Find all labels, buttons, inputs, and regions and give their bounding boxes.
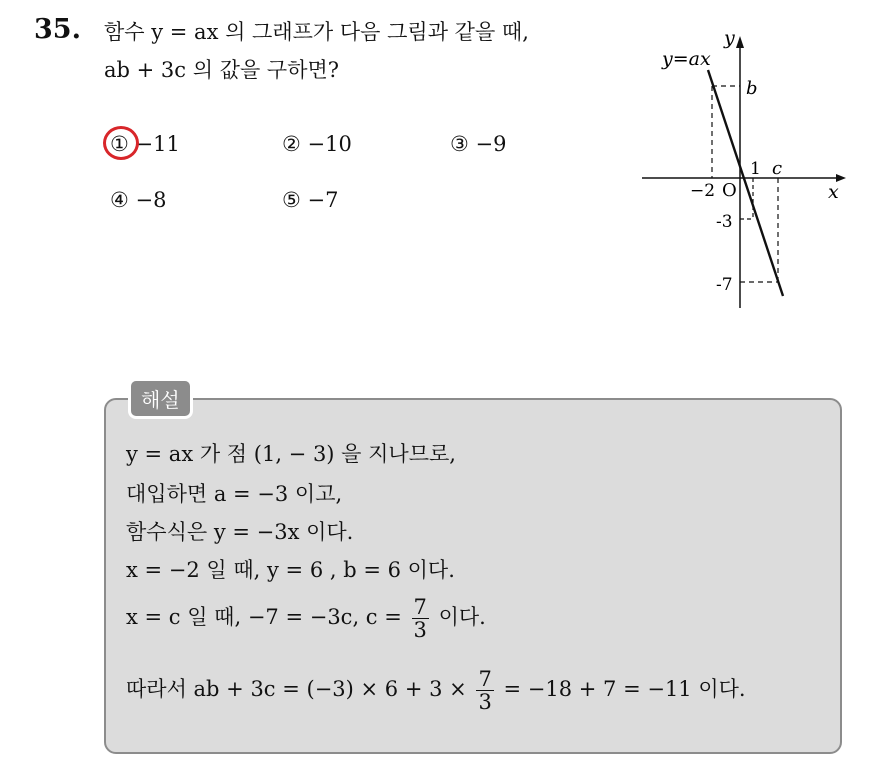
- question-number: 35.: [34, 14, 81, 45]
- choice-1-value: −11: [135, 132, 180, 156]
- fraction-denominator: 3: [478, 690, 492, 715]
- solution-line-6-end: = −18 + 7 = −11 이다.: [503, 677, 746, 702]
- y-axis-label: y: [724, 27, 735, 49]
- fraction-numerator: 7: [478, 667, 492, 691]
- solution-line-5-end: 이다.: [438, 605, 486, 630]
- choice-3-mark: ③: [450, 132, 469, 156]
- fraction-7-3: [412, 596, 429, 641]
- fraction-denominator: 3: [413, 618, 427, 643]
- fraction-numerator: 7: [413, 595, 427, 619]
- choice-4-value: −8: [135, 188, 167, 212]
- fraction-7-3: [476, 668, 493, 713]
- choice-2[interactable]: [282, 132, 352, 156]
- function-graph: [632, 20, 862, 310]
- choice-2-mark: ②: [282, 132, 301, 156]
- solution-line-4: x = −2 일 때, y = 6 , b = 6 이다.: [126, 558, 455, 582]
- solution-line-2: 대입하면 a = −3 이고,: [126, 482, 343, 506]
- question-text-line1: 함수 y = ax 의 그래프가 다음 그림과 같을 때,: [104, 20, 529, 44]
- choice-5-value: −7: [307, 188, 339, 212]
- solution-line-1: y = ax 가 점 (1, − 3) 을 지나므로,: [126, 442, 456, 466]
- choice-5[interactable]: [282, 188, 338, 212]
- question-text-line2: ab + 3c 의 값을 구하면?: [104, 58, 340, 82]
- solution-line-6: [126, 668, 746, 713]
- line-y-ax: [708, 70, 783, 296]
- choice-5-mark: ⑤: [282, 188, 301, 212]
- choice-2-value: −10: [307, 132, 352, 156]
- solution-line-5: [126, 596, 486, 641]
- label-neg2: −2: [690, 181, 716, 201]
- origin-label: O: [722, 180, 737, 201]
- selected-answer-circle: [103, 126, 139, 160]
- solution-badge: 해설: [128, 378, 193, 419]
- label-b: b: [746, 78, 758, 99]
- label-neg7: -7: [716, 275, 733, 295]
- label-neg3: -3: [716, 212, 733, 232]
- choice-4-mark: ④: [110, 188, 129, 212]
- choice-1[interactable]: [110, 132, 180, 156]
- solution-line-3: 함수식은 y = −3x 이다.: [126, 520, 354, 544]
- x-axis-label: x: [828, 181, 839, 203]
- y-axis-arrow: [736, 36, 744, 48]
- solution-line-6-text: 따라서 ab + 3c = (−3) × 6 + 3 ×: [126, 677, 467, 702]
- solution-line-5-text: x = c 일 때, −7 = −3c, c =: [126, 605, 402, 630]
- choice-3-value: −9: [475, 132, 507, 156]
- line-label: y=ax: [662, 48, 711, 70]
- choice-4[interactable]: [110, 188, 166, 212]
- choice-3[interactable]: [450, 132, 506, 156]
- label-c: c: [772, 158, 783, 179]
- label-1: 1: [750, 159, 761, 179]
- choice-1-mark: ①: [110, 132, 129, 156]
